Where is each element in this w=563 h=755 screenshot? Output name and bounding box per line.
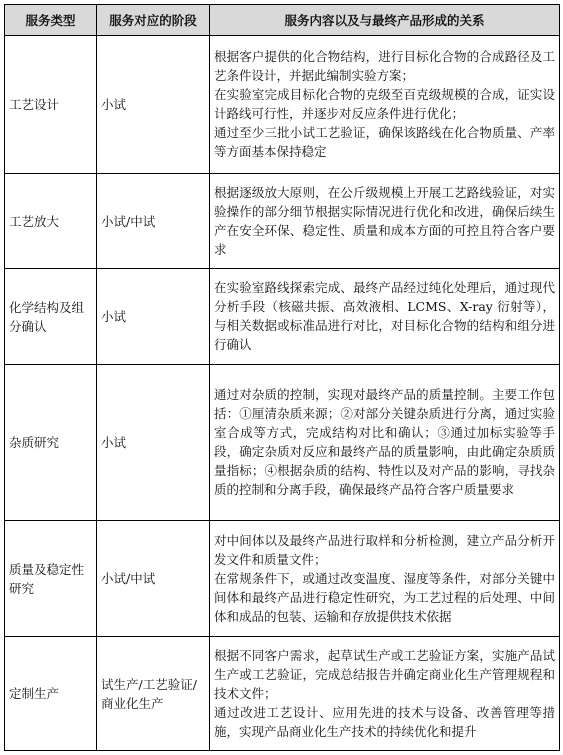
table-row [5, 174, 560, 269]
service-content-cell [210, 269, 560, 365]
table-row [5, 521, 560, 637]
service-content-cell [210, 174, 560, 269]
service-type-cell: 定制生产 [5, 637, 97, 751]
header-service-stage: 服务对应的阶段 [97, 5, 210, 36]
header-service-content: 服务内容以及与最终产品形成的关系 [210, 5, 560, 36]
document-page [4, 4, 559, 751]
content-paragraph: 通过对杂质的控制，实现对最终产品的质量控制。主要工作包括：①厘清杂质来源；②对部分关键杂质进行分离，通过实验室合成等方式，完成结构对比和确认；③通过加标实验等手段，确定杂质对反应和最终产品的质量影响，由此确定杂质质量指标；④根据杂质的结构、特性以及对产品的影响，寻找杂质的控制和分离手段，确保最终产品符合客户质量要求 [214, 387, 555, 497]
service-stage-cell: 小试 [97, 36, 210, 174]
service-stage-cell: 小试/中试 [97, 521, 210, 637]
table-header-row [5, 5, 560, 36]
service-type-cell: 化学结构及组分确认 [5, 269, 97, 365]
content-paragraph: 在实验室完成目标化合物的克级至百克级规模的合成，证实设计路线可行性，并逐步对反应条件进行优化； [214, 87, 555, 121]
service-stage-cell: 小试 [97, 365, 210, 521]
service-stage-cell: 小试/中试 [97, 174, 210, 269]
table-row [5, 365, 560, 521]
content-paragraph: 通过改进工艺设计、应用先进的技术与设备、改善管理等措施，实现产品商业化生产技术的持续优化和提升 [214, 704, 555, 739]
service-content-cell [210, 521, 560, 637]
service-content-cell [210, 36, 560, 174]
content-paragraph: 对中间体以及最终产品进行取样和分析检测，建立产品分析开发文件和质量文件； [214, 532, 555, 567]
content-paragraph: 根据逐级放大原则，在公斤级规模上开展工艺路线验证，对实验操作的部分细节根据实际情况进行优化和改进，确保后续生产在安全环保、稳定性、质量和成本方面的可控且符合客户要求 [214, 184, 555, 257]
header-service-type: 服务类型 [5, 5, 97, 36]
service-type-cell: 质量及稳定性研究 [5, 521, 97, 637]
service-type-cell: 工艺放大 [5, 174, 97, 269]
service-type-cell: 工艺设计 [5, 36, 97, 174]
service-content-cell [210, 637, 560, 751]
service-stage-cell: 小试 [97, 269, 210, 365]
content-paragraph: 在实验室路线探索完成、最终产品经过纯化处理后，通过现代分析手段（核磁共振、高效液相、LCMS、X-ray 衍射等），与相关数据或标准品进行对比，对目标化合物的结构和组分进行确认 [214, 280, 555, 352]
content-paragraph: 在常规条件下，或通过改变温度、湿度等条件，对部分关键中间体和最终产品进行稳定性研究，为工艺过程的后处理、中间体和成品的包装、运输和存放提供技术依据 [214, 570, 555, 624]
content-paragraph: 根据不同客户需求，起草试生产或工艺验证方案，实施产品试生产或工艺验证，完成总结报告并确定商业化生产管理规程和技术文件； [214, 647, 555, 701]
table-row [5, 269, 560, 365]
service-content-cell [210, 365, 560, 521]
service-stage-cell: 试生产/工艺验证/商业化生产 [97, 637, 210, 751]
content-paragraph: 通过至少三批小试工艺验证，确保该路线在化合物质量、产率等方面基本保持稳定 [214, 125, 555, 159]
service-type-cell: 杂质研究 [5, 365, 97, 521]
table-row [5, 637, 560, 751]
content-paragraph: 根据客户提供的化合物结构，进行目标化合物的合成路径及工艺条件设计，并据此编制实验方案； [214, 49, 555, 83]
table-row [5, 36, 560, 174]
service-table [4, 4, 560, 751]
